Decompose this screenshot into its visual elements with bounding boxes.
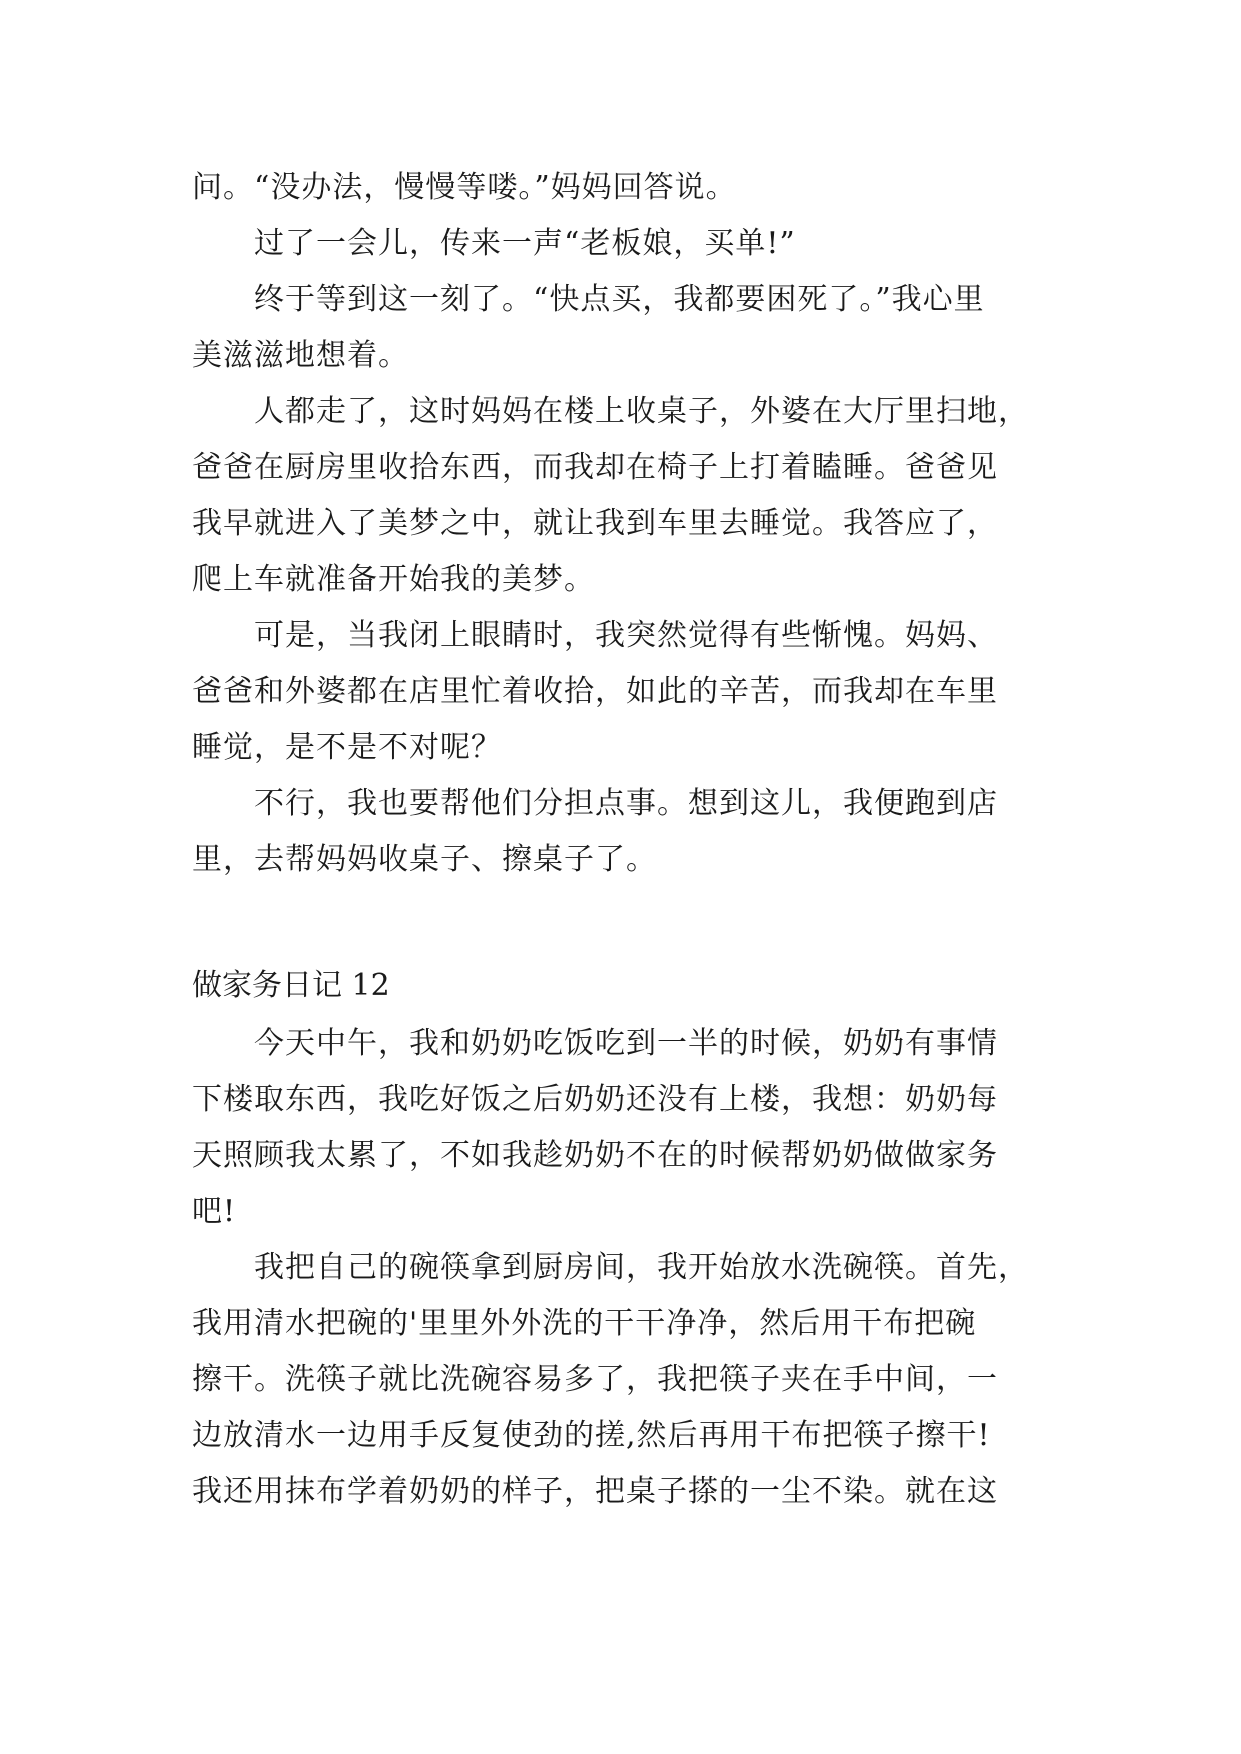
paragraph-line: 美滋滋地想着。 bbox=[192, 338, 409, 373]
paragraph-line: 今天中午，我和奶奶吃饭吃到一半的时候，奶奶有事情 bbox=[254, 1026, 998, 1061]
paragraph-line: 我还用抹布学着奶奶的样子，把桌子搽的一尘不染。就在这 bbox=[192, 1474, 998, 1509]
paragraph-line: 爬上车就准备开始我的美梦。 bbox=[192, 562, 595, 597]
paragraph-line: 终于等到这一刻了。“快点买，我都要困死了。”我心里 bbox=[254, 282, 985, 317]
paragraph-line: 边放清水一边用手反复使劲的搓,然后再用干布把筷子擦干! bbox=[192, 1418, 991, 1453]
paragraph-line: 下楼取东西，我吃好饭之后奶奶还没有上楼，我想：奶奶每 bbox=[192, 1082, 998, 1117]
section-heading: 做家务日记 12 bbox=[192, 968, 390, 1003]
paragraph-line: 我早就进入了美梦之中，就让我到车里去睡觉。我答应了， bbox=[192, 506, 998, 541]
paragraph-line: 天照顾我太累了，不如我趁奶奶不在的时候帮奶奶做做家务 bbox=[192, 1138, 998, 1173]
paragraph-line: 问。“没办法，慢慢等喽。”妈妈回答说。 bbox=[192, 170, 737, 205]
paragraph-line: 爸爸和外婆都在店里忙着收拾，如此的辛苦，而我却在车里 bbox=[192, 674, 998, 709]
paragraph-line: 里，去帮妈妈收桌子、擦桌子了。 bbox=[192, 842, 657, 877]
paragraph-line: 擦干。洗筷子就比洗碗容易多了，我把筷子夹在手中间，一 bbox=[192, 1362, 998, 1397]
paragraph-line: 过了一会儿，传来一声“老板娘，买单!” bbox=[254, 226, 796, 261]
paragraph-line: 吧! bbox=[192, 1194, 237, 1229]
paragraph-line: 睡觉，是不是不对呢？ bbox=[192, 730, 502, 765]
paragraph-line: 我用清水把碗的'里里外外洗的干干净净，然后用干布把碗 bbox=[192, 1306, 977, 1341]
paragraph-line: 我把自己的碗筷拿到厨房间，我开始放水洗碗筷。首先， bbox=[254, 1250, 1029, 1285]
paragraph-line: 爸爸在厨房里收拾东西，而我却在椅子上打着瞌睡。爸爸见 bbox=[192, 450, 998, 485]
paragraph-line: 不行，我也要帮他们分担点事。想到这儿，我便跑到店 bbox=[254, 786, 998, 821]
paragraph-line: 可是，当我闭上眼睛时，我突然觉得有些惭愧。妈妈、 bbox=[254, 618, 998, 653]
paragraph-line: 人都走了，这时妈妈在楼上收桌子，外婆在大厅里扫地， bbox=[254, 394, 1029, 429]
